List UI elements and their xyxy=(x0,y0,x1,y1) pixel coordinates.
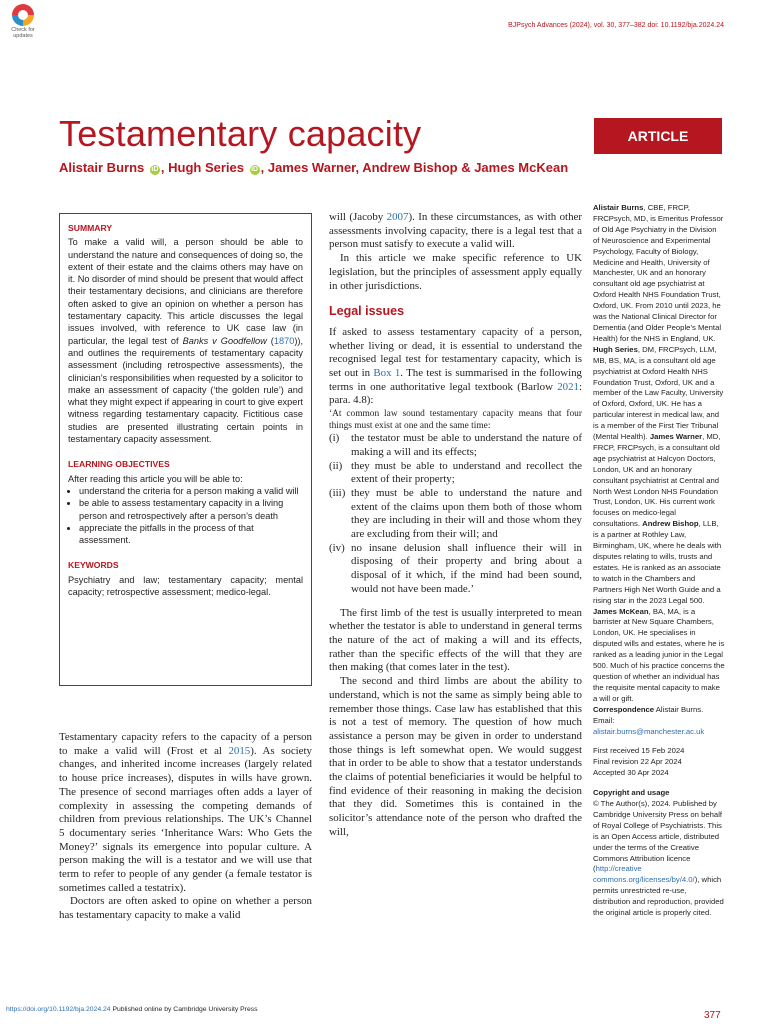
revision-date: Final revision 22 Apr 2024 xyxy=(593,757,682,767)
author-names-rest: , James Warner, Andrew Bishop & James McKean xyxy=(260,160,569,175)
objectives-heading: LEARNING OBJECTIVES xyxy=(68,459,170,470)
body-column-left xyxy=(59,731,312,923)
footer-text: Published online by Cambridge University Press xyxy=(110,1006,258,1013)
email-link[interactable]: alistair.burns@manchester.ac.uk xyxy=(593,726,705,736)
block-quote: ‘At common law sound testamentary capacity means that four things must exist at one and the same time: xyxy=(329,409,582,432)
body-paragraph: will (Jacoby 2007). In these circumstances, as with other assessments involving capacity, there is a legal test that a person must satisfy to execute a valid will. xyxy=(329,211,582,251)
list-item: • appreciate the pitfalls in the process of that assessment. xyxy=(79,522,303,547)
received-date: First received 15 Feb 2024 xyxy=(593,746,685,756)
body-paragraph: The second and third limbs are about the ability to understand, which is not the same as simply being able to remember those things. Case law has established that this is not a test of memory. The question of how much assistance a person may be given in order to understand those things is left somewhat open. We would suggest that in order to be able to show that a testator understands the claims of potential beneficiaries it would be helpful to find evidence of their reasoning in making the decision that they did. Sometimes this is contained in the solicitor’s attendance note of the person who drafted the will, xyxy=(329,675,582,838)
footer xyxy=(6,1006,258,1013)
body-paragraph: In this article we make specific reference to UK legislation, but the principles of assessment apply equally in other jurisdictions. xyxy=(329,252,582,292)
list-item: • understand the criteria for a person making a valid will xyxy=(79,485,303,497)
orcid-icon[interactable]: iD xyxy=(251,166,259,173)
orcid-icon[interactable]: iD xyxy=(151,166,159,173)
keywords-heading: KEYWORDS xyxy=(68,560,119,571)
updates-icon xyxy=(12,4,34,26)
summary-text: To make a valid will, a person should be able to understand the nature and consequences of doing so, the extent of their estate and the claims others may have on it. No disorder of mind should be present that would affect their testamentary decisions, and clinicians are therefore often asked to give an opinion on whether a person has testamentary capacity. This article discusses the legal issues involved, with reference to UK case law (in particular, the legal test of Banks v Goodfellow (1870)), and outlines the requirements of testamentary capacity assessment (including retrospective assessments), the clinician’s responsibilities when requested by a solicitor to make an assessment of capacity (‘the golden rule’) and what they might expect if appearing in court to give expert witness regarding testamentary capacity. Fictitious case studies are presented illustrating certain points in testamentary capacity assessment. xyxy=(68,237,303,445)
objectives-intro: After reading this article you will be able to: xyxy=(68,473,243,484)
author-name: Hugh Series xyxy=(168,160,244,175)
list-item: (ii) they must be able to understand and recollect the extent of their property; xyxy=(329,459,582,486)
section-heading: Legal issues xyxy=(329,304,405,319)
journal-reference: BJPsych Advances (2024), vol. 30, 377–382 doi: 10.1192/bja.2024.24 xyxy=(508,22,724,29)
author-name: Alistair Burns xyxy=(59,160,145,175)
author-separator: , xyxy=(160,160,165,175)
list-item: (iii) they must be able to understand the nature and extent of the claims upon them both of those whom they are including in their will and those whom they are excluding from their will; and xyxy=(329,486,582,541)
doi-link[interactable]: https://doi.org/10.1192/bja.2024.24 xyxy=(6,1006,111,1013)
objectives-list xyxy=(68,485,303,546)
citation-link[interactable]: 2015 xyxy=(228,744,251,757)
citation-link[interactable]: 1870 xyxy=(273,335,295,346)
list-item: • be able to assess testamentary capacity in a living person and retrospectively after a person’s death xyxy=(79,497,303,522)
article-type-label: ARTICLE xyxy=(594,118,722,154)
body-paragraph: If asked to assess testamentary capacity of a person, whether living or dead, it is essential to understand the recognised legal test for testamentary capacity, which is set out in Box 1. The test is summarised in the following terms in one authoritative legal textbook (Barlow 2021: para. 4.8): xyxy=(329,325,582,407)
citation-link[interactable]: 2021 xyxy=(557,380,579,393)
correspondence: Correspondence Alistair Burns. xyxy=(593,704,704,714)
body-column-middle xyxy=(329,211,582,840)
check-for-updates-badge[interactable] xyxy=(6,4,40,44)
author-info-sidebar xyxy=(593,203,725,919)
body-paragraph: The first limb of the test is usually interpreted to mean whether the testator is able to understand in general terms the nature of the act of making a will and its effects, rather than the specific effects of the will that they are then making (that comes later in the test). xyxy=(329,606,582,674)
keywords-text: Psychiatry and law; testamentary capacity; mental capacity; retrospective assessment; medico-legal. xyxy=(68,574,303,598)
body-paragraph: Doctors are often asked to opine on whether a person has testamentary capacity to make a valid xyxy=(59,895,312,922)
body-paragraph: Testamentary capacity refers to the capacity of a person to make a valid will (Frost et al 2015). As society changes, and inherited income increases (largely related to house price increases), disputes in wills have grown. The presence of second marriages often adds a layer of complexity in assessing the competing demands of children from previous relationships. The UK’s Channel 5 documentary series ‘Inheritance Wars: Who Gets the Money?’ signals its emergence into popular culture. A person making the will is a testator and we will use that term to refer to people of any gender (a female testator is sometimes called a testatrix). xyxy=(59,731,312,894)
copyright-text: © The Author(s), 2024. Published by Cambridge University Press on behalf of Royal College of Psychiatrists. This is an Open Access article, distributed under the terms of the Creative Commons Attribution licence (http://creative commons.org/licenses/by/4.0/), which permits unrestricted re-use, distribution and reproduction, provided the original article is properly cited. xyxy=(593,799,724,918)
accepted-date: Accepted 30 Apr 2024 xyxy=(593,768,669,778)
license-link[interactable]: http://creative commons.org/licenses/by/4.0/ xyxy=(593,864,695,885)
author-list xyxy=(59,160,568,175)
copyright-heading: Copyright and usage xyxy=(593,788,670,798)
badge-label: Check for updates xyxy=(11,27,35,39)
author-biographies: Alistair Burns, CBE, FRCP, FRCPsych, MD, is Emeritus Professor of Old Age Psychiatry in the Division of Neuroscience and Experimental Psychology, Faculty of Biology, Medicine and Health, University of Manchester, UK and an honorary consultant old age psychiatrist at Oxford Health NHS Foundation Trust, Oxford, UK. From 2010 until 2023, he was the National Clinical Director for Dementia (and Older People’s Mental Health) for the NHS in England, UK. Hugh Series, DM, FRCPsych, LLM, MB, BS, MA, is a consultant old age psychiatrist at Oxford Health NHS Foundation Trust, Oxford, UK and a member of the Law Faculty, University of Oxford, Oxford, UK. He has a particular interest in medical law, and is a member of the First Tier Tribunal (Mental Health). James Warner, MD, FRCP, FRCPsych, is a consultant old age psychiatrist at Halcyon Doctors, London, UK and an honorary consultant psychiatrist at Central and North West London NHS Foundation Trust, London, UK. His current work focuses on medico-legal consultations. Andrew Bishop, LLB, is a partner at Rothley Law, Birmingham, UK, where he deals with disputes relating to wills, trusts and estates. He is ranked as an associate to watch in the Chambers and Partners High Net Worth Guide and a rising star in the 2023 Legal 500. James McKean, BA, MA, is a barrister at New Square Chambers, London, UK. He specialises in disputed wills and estates, where he is ranked as a leading junior in the Legal 500. Much of his practice concerns the question of whether an individual has the requisite mental capacity to make a will or gift. xyxy=(593,203,725,703)
summary-box xyxy=(59,213,312,686)
citation-link[interactable]: 2007 xyxy=(386,211,409,223)
page-number: 377 xyxy=(704,1010,721,1021)
article-title: Testamentary capacity xyxy=(59,113,422,154)
email-line: Email: alistair.burns@manchester.ac.uk xyxy=(593,715,705,736)
summary-heading: SUMMARY xyxy=(68,223,113,233)
list-item: (i) the testator must be able to understand the nature of making a will and its effects; xyxy=(329,432,582,458)
list-item: (iv) no insane delusion shall influence their will in disposing of their property and bring about a disposal of it which, if the mind had been sound, would not have been made.’ xyxy=(329,541,582,595)
box-link[interactable]: Box 1 xyxy=(373,367,401,380)
